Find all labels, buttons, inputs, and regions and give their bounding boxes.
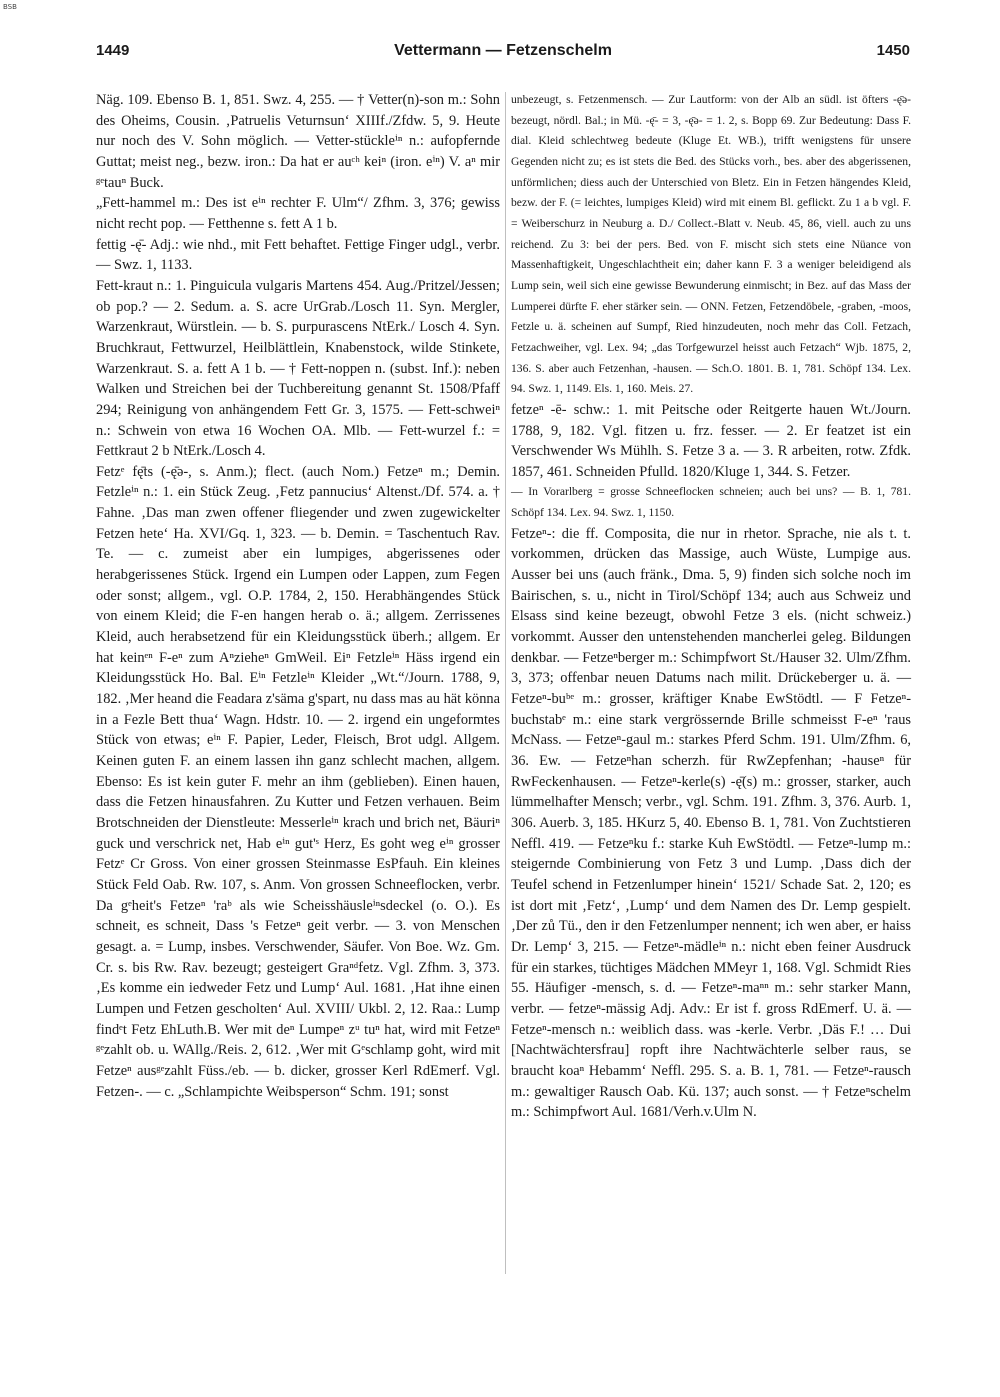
column-divider	[505, 92, 506, 1274]
page-header	[96, 42, 910, 68]
library-stamp: BSB	[3, 3, 17, 11]
running-title: Vettermann — Fetzenschelm	[394, 42, 612, 59]
entry-paragraph: „Fett-hammel m.: Des ist eⁱⁿ rechter F. Ulm“/ Zfhm. 3, 376; gewiss nicht recht pop. — Fetthenne s. fett A 1 b.	[96, 195, 500, 232]
entry-paragraph: fetzeⁿ -ē- schw.: 1. mit Peitsche oder Reitgerte hauen Wt./Journ. 1788, 9, 182. Vgl. fitzen u. frz. fesser. — 2. Er featzet ist ein Verschwender Ws Mühlh. S. Fetze 3 a. — 3. R arbeiten, rotw. Zfdk. 1857, 461. Schneiden Pfulld. 1820/Kluge 1, 344. S. Fetzer.	[511, 401, 911, 480]
right-column	[511, 90, 911, 1123]
left-column	[96, 90, 500, 1102]
entry-paragraph: Näg. 109. Ebenso B. 1, 851. Swz. 4, 255. — † Vetter(n)-son m.: Sohn des Oheims, Cousin. ‚Patruelis Veturnsun‘ XIIIf./Zfdw. 5, 9. Heute nur noch des V. Sohn möglich. — Vetter-stückleⁱⁿ n.: aufopfernde Guttat; meist neg., bezw. iron.: Da hat er auᶜʰ keiⁿ (iron. eⁱⁿ) V. aⁿ mir ᵍᵉtauⁿ Buck.	[96, 92, 500, 191]
entry-paragraph: Fetzᵉ fę̄ts (-ę̄ə-, s. Anm.); flect. (auch Nom.) Fetzeⁿ m.; Demin. Fetzleⁱⁿ n.: 1. ein Stück Zeug. ‚Fetz pannucius‘ Altenst./Df. 574. a. † Fahne. ‚Das man zwen offener fliegender und zwen zugewickelter Fetzen hete‘ Ha. XVI/Gq. 1, 323. — b. Demin. = Taschentuch Rav. Te. — c. zumeist aber ein lumpiges, abgerissenes oder herabgerissenes Stück. Irgend ein Lumpen oder Lappen, zum Fegen oder sonst; allgem., vgl. O.P. 1784, 2, 150. Herabhängendes Stück von einem Kleid; die F-en hangen herab o. ä.; allgem. Zerrissenes Kleid, auch herabsetzend für ein Kleidungsstück überh.; allgem. Er hat keinᵉⁿ F-eⁿ zum Aⁿzieheⁿ GmWeil. Eiⁿ Fetzleⁱⁿ Häss irgend ein Kleidungsstück Ho. Bal. Eⁱⁿ Fetzleⁱⁿ Kleider „Wt.“/Journ. 1788, 9, 182. ‚Mer heand die Feadara z'säma g'spart, nu dass mas au hät könna in a Fezle Bett thua‘ Wagn. Hdstr. 10. — 2. irgend ein ungeformtes Stück von etwas; eⁱⁿ F. Papier, Leder, Fleisch, Brot udgl. Allgem. Keinen guten F. an einem lassen ihn ganz schlecht machen, allgem. Ebenso: Es ist kein guter F. mehr an ihm (geblieben). Einen hauen, dass die Fetzen hinausfahren. Zu Kutter und Fetzen verhauen. Beim Brotschneiden der Dienstleute: Messerleⁱⁿ krach und brich net, Bäuriⁿ guck und verschrick net, Hab eⁱⁿ gut'ˢ Herz, Es goht weg eⁱⁿ grosser Fetzᵉ Cr Gross. Von einer grossen Steinmasse EsPfauh. Ein kleines Stück Feld Oab. Rw. 107, s. Anm. Von grossen Schneeflocken, verbr. Da gᵉheit's Fetzeⁿ 'raᵇ als wie Scheisshäusleⁱⁿsdeckel (o. O.). Es schneit, es schneit, Dass 's Fetzeⁿ geit verbr. — 3. von Menschen gesagt. a. = Lump, insbes. Verschwender, Säufer. Von Boe. Wz. Gm. Cr. s. bis Rw. Rav. bezeugt; gesteigert Graⁿᵈfetz. Vgl. Zfhm. 3, 373. ‚Es komme ein iedweder Fetz und Lump‘ Aul. 1681. ‚Hat ihne einen Lumpen und Fetzen gescholten‘ Aul. XVIII/ Ukbl. 2, 12. Raa.: Lump findᵉt Fetz EhLuth.B. Wer mit deⁿ Lumpeⁿ zᵘ tuⁿ hat, wird mit Fetzeⁿ ᵍᵉzahlt ob. u. WAllg./Reis. 2, 612. ‚Wer mit Gᵉschlamp goht, wird mit Fetzeⁿ ausᵍᵉzahlt Füss./eb. — b. dicker, grosser Kerl RdEmerf. Vgl. Fetzen-. — c. „Schlampichte Weibsperson“ Schm. 191; sonst	[96, 463, 500, 1100]
entry-paragraph: Fett-kraut n.: 1. Pinguicula vulgaris Martens 454. Aug./Pritzel/Jessen; ob pop.? — 2. Sedum. a. S. acre UrGrab./Losch 11. Syn. Mergler, Warzenkraut, Würstlein. — b. S. purpurascens NtErk./ Losch 4. Syn. Bruchkraut, Fettwurzel, Heilblättlein, Knabenstock, wilde Stinkete, Warzenkraut. S. a. fett A 1 b. — † Fett-noppen n. (subst. Inf.): neben Walken und Streichen bei der Tuchbereitung genannt St. 1508/Pfaff 294; Reinigung von anhängendem Fett Gr. 3, 1575. — Fett-schweiⁿ n.: Schwein von etwa 16 Wochen OA. Mlb. — Fett-wurzel f.: = Fettkraut 2 b NtErk./Losch 4.	[96, 277, 500, 460]
entry-paragraph: Fetzeⁿ-: die ff. Composita, die nur in rhetor. Sprache, nie als t. t. vorkommen, drücken das Massige, auch Wüste, Lumpige aus. Ausser bei uns (auch fränk., Dma. 5, 9) finden sich solche noch im Bairischen, s. u., nicht in Tirol/Schöpf 134; auch aus Schweiz und Elsass sind keine bezeugt, obwohl Fetze 3 els. (nicht schweiz.) vorkommt. Ausser den untenstehenden mancherlei geleg. Bildungen denkbar. — Fetzeⁿberger m.: Schimpfwort St./Hauser 32. Ulm/Zfhm. 3, 373; offenbar neuen Datums nach milit. Drückeberger u. ä. — Fetzeⁿ-buᵇᵉ m.: grosser, kräftiger Knabe EwStödtl. — F Fetzeⁿ-buchstabᵉ m.: eine stark vergrössernde Brille schmeisst F-eⁿ 'raus McNass. — Fetzeⁿ-gaul m.: starkes Pferd Schm. 191. Ulm/Zfhm. 6, 36. Ew. — Fetzeⁿhan scherzh. für RwZepfenhan; -hauseⁿ für RwFeckenhausen. — Fetzeⁿ-kerle(s) -ę̄(s) m.: grosser, starker, auch lümmelhafter Mensch; verbr., vgl. Schm. 191. Zfhm. 3, 376. Aurb. 1, 306. Auerb. 3, 185. HKurz 5, 40. Ebenso B. 1, 781. Von Zuchtstieren Neffl. 419. — Fetzeⁿku f.: starke Kuh EwStödtl. — Fetzeⁿ-lump m.: steigernde Combinierung von Fetz 3 und Lump. ‚Dass dich der Teufel schend in Fetzenlumper hinein‘ 1521/ Schade Sat. 2, 120; es ist dort mit ‚Fetz‘, ‚Lump‘ und dem Namen des Dr. Lemp gespielt. ‚Der zů Tü., den ir den Fetzenlumper nennent; ich wen aber, er haiss Dr. Lemp‘ 3, 215. — Fetzeⁿ-mädleⁱⁿ n.: nicht eben feiner Ausdruck für ein starkes, tüchtiges Mädchen MMeyr 1, 168. Vgl. Schmidt Ries 55. Häufiger -mensch, s. d. — Fetzeⁿ-maⁿⁿ m.: sehr starker Mann, verbr. — fetzeⁿ-mässig Adj. Adv.: Er ist f. gross RdEmerf. U. ä. — Fetzeⁿ-mensch n.: weiblich dass. was -kerle. Verbr. ‚Däs F.! … Dui [Nachtwächtersfrau] ropft ihre Nachtwächterle selber raus, se braucht koaⁿ Hebamm‘ Neffl. 295. S. a. B. 1, 781. — Fetzeⁿ-rausch m.: gewaltiger Rausch Oab. Kü. 137; auch sonst. — † Fetzeⁿschelm m.: Schimpfwort Aul. 1681/Verh.v.Ulm N.	[511, 525, 911, 1121]
annotation-paragraph: unbezeugt, s. Fetzenmensch. — Zur Lautform: von der Alb an südl. ist öfters -ę̄ə- bezeugt, nördl. Bal.; in Mü. -ę̄- = 3, -ę̄ə- = 1. 2, s. Bopp 69. Zur Bedeutung: Dass F. dial. Kleid schlechtweg bedeute (Kluge Et. WB.), trifft wenigstens für unsere Gegenden nicht zu; es ist stets die Bed. des Stücks vorh., bes. aber des abgerissenen, unförmlichen; diess auch der Unterschied von Bletz. Ein in Fetzen hängendes Kleid, bezw. der F. (= leichtes, lumpiges Kleid) wird mit einem Bl. geflickt. Zu 1 a b vgl. F. = Weiberschurz in Neuburg a. D./ Collect.-Blatt v. Neub. 45, 86, viell. auch zu uns reichend. Zu 3: bei der pers. Bed. von F. mischt sich stets eine Nüance von Massenhaftigkeit, Ungeschlachtheit ein; daher kann F. 3 a weniger beleidigend als Lump sein, weil sich eine gewisse Bewunderung einmischt; in Bez. auf das Mass der Lumperei dürfte F. eher stärker sein. — ONN. Fetzen, Fetzendöbele, -graben, -moos, Fetzle u. ä. scheinen auf Sumpf, Ried hinzudeuten, noch mehr das Coll. Fetzach, Fetzachweiher, vgl. Lex. 94; „das Torfgewurzel heisst auch Fetzach“ Wjb. 1875, 2, 136. S. aber auch Fetzenhan, -hausen. — Sch.O. 1801. B. 1, 781. Schöpf 134. Lex. 94. Swz. 1, 1149. Els. 1, 160. Meis. 27.	[511, 93, 911, 396]
page-number-right: 1450	[876, 42, 910, 59]
annotation-paragraph: — In Vorarlberg = grosse Schneeflocken schneien; auch bei uns? — B. 1, 781. Schöpf 134. Lex. 94. Swz. 1, 1150.	[511, 485, 911, 520]
entry-paragraph: fettig -ę̄- Adj.: wie nhd., mit Fett behaftet. Fettige Finger udgl., verbr. — Swz. 1, 1133.	[96, 236, 500, 274]
page-number-left: 1449	[96, 42, 130, 59]
